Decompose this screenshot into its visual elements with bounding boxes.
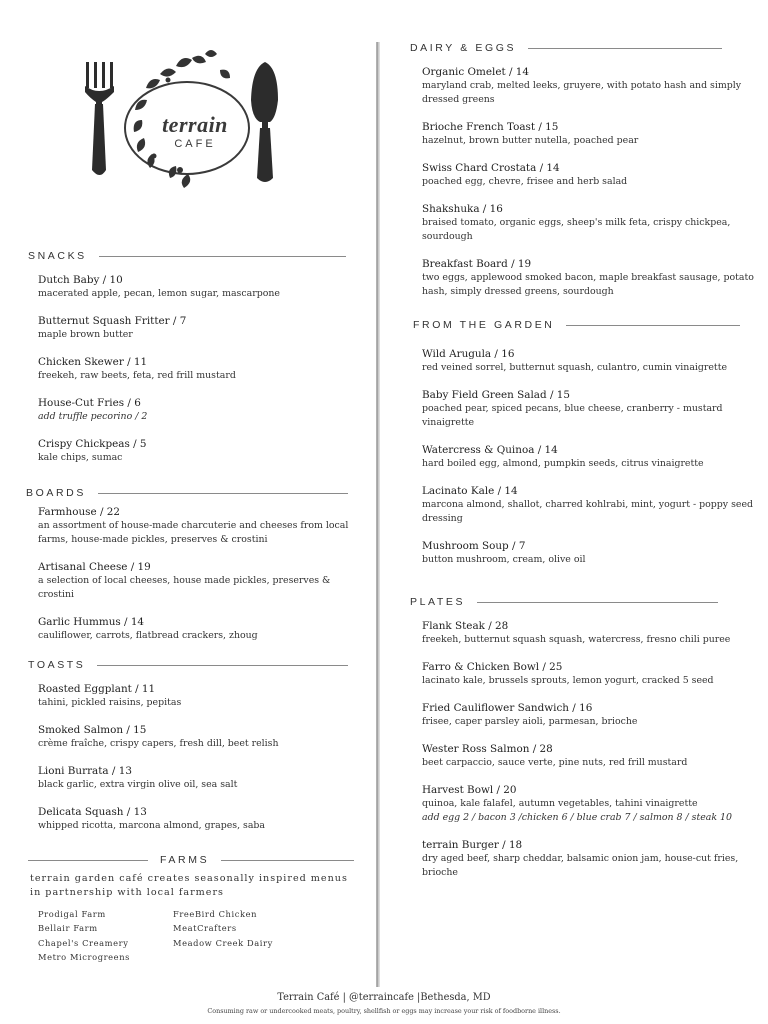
section-rule [221, 860, 354, 861]
item-name: Shakshuka / 16 [422, 203, 503, 215]
menu-item [38, 314, 358, 342]
section-rule-left [28, 860, 148, 861]
item-name: House-Cut Fries / 6 [38, 397, 141, 409]
item-desc: a selection of local cheeses, house made pickles, preserves & crostini [38, 575, 331, 600]
farm-list-col2 [173, 907, 273, 950]
farms-intro: terrain garden café creates seasonally inspired menus in partnership with local farmers [30, 873, 348, 898]
item-desc: poached pear, spiced pecans, blue cheese, cranberry - mustard vinaigrette [422, 403, 723, 428]
column-divider [376, 42, 380, 987]
item-desc: lacinato kale, brussels sprouts, lemon yogurt, cracked 5 seed [422, 675, 714, 686]
menu-item [422, 619, 757, 647]
item-desc: whipped ricotta, marcona almond, grapes, saba [38, 820, 266, 831]
dairy-items [422, 65, 757, 312]
section-rule [97, 665, 348, 666]
menu-item [422, 120, 757, 148]
section-title: FARMS [160, 854, 210, 866]
item-name: Dutch Baby / 10 [38, 274, 123, 286]
item-desc: marcona almond, shallot, charred kohlrabi, mint, yogurt - poppy seed dressing [422, 499, 753, 524]
item-name: Organic Omelet / 14 [422, 66, 529, 78]
logo-wordmark: terrain [162, 112, 228, 137]
item-name: Artisanal Cheese / 19 [38, 561, 151, 573]
item-desc: frisee, caper parsley aioli, parmesan, brioche [422, 716, 638, 727]
section-header-dairy-eggs [410, 41, 722, 55]
menu-item [38, 764, 363, 792]
item-desc: black garlic, extra virgin olive oil, sea salt [38, 779, 238, 790]
item-name: Breakfast Board / 19 [422, 258, 532, 270]
item-desc: two eggs, applewood smoked bacon, maple breakfast sausage, potato hash, simply dressed greens, sourdough [422, 272, 754, 297]
farm-name: Prodigal Farm [38, 909, 106, 919]
footer-disclaimer: Consuming raw or undercooked meats, poultry, shellfish or eggs may increase your risk of foodborne illness. [207, 1007, 561, 1015]
item-desc: button mushroom, cream, olive oil [422, 554, 586, 565]
section-header-toasts [28, 658, 348, 672]
menu-item [422, 161, 757, 189]
menu-item [38, 396, 358, 424]
farm-name: FreeBird Chicken [173, 909, 258, 919]
item-name: Swiss Chard Crostata / 14 [422, 162, 560, 174]
item-desc: crème fraîche, crispy capers, fresh dill, beet relish [38, 738, 279, 749]
garden-items [422, 347, 757, 580]
menu-item [38, 437, 358, 465]
menu-item [422, 65, 757, 107]
item-name: Butternut Squash Fritter / 7 [38, 315, 187, 327]
menu-item [38, 505, 363, 547]
farm-name: Metro Microgreens [38, 951, 130, 962]
item-addons: add egg 2 / bacon 3 /chicken 6 / blue crab 7 / salmon 8 / steak 10 [422, 812, 732, 823]
toasts-items [38, 682, 363, 846]
item-name: Watercress & Quinoa / 14 [422, 444, 558, 456]
item-name: Farmhouse / 22 [38, 506, 120, 518]
section-header-snacks [28, 249, 346, 263]
item-desc: beet carpaccio, sauce verte, pine nuts, red frill mustard [422, 757, 688, 768]
item-name: Lacinato Kale / 14 [422, 485, 518, 497]
farm-name: Meadow Creek Dairy [173, 937, 273, 948]
menu-item [422, 484, 757, 526]
plates-items [422, 619, 757, 893]
item-desc: cauliflower, carrots, flatbread crackers, zhoug [38, 630, 258, 641]
item-desc: maryland crab, melted leeks, gruyere, with potato hash and simply dressed greens [422, 80, 742, 105]
section-title: SNACKS [28, 250, 87, 262]
item-desc: maple brown butter [38, 329, 133, 340]
section-rule [99, 256, 346, 257]
item-desc: an assortment of house-made charcuterie and cheeses from local farms, house-made pickles, preserves & crostini [38, 520, 349, 545]
item-name: Garlic Hummus / 14 [38, 616, 145, 628]
item-name: Harvest Bowl / 20 [422, 784, 517, 796]
menu-item [422, 701, 757, 729]
section-header-garden [413, 318, 740, 332]
item-name: Flank Steak / 28 [422, 620, 509, 632]
menu-item [422, 783, 757, 825]
item-name: Crispy Chickpeas / 5 [38, 438, 147, 450]
menu-item [422, 742, 757, 770]
section-rule [98, 493, 348, 494]
section-title: TOASTS [28, 659, 86, 671]
menu-item [422, 202, 757, 244]
item-desc: freekeh, butternut squash squash, watercress, fresno chili puree [422, 634, 731, 645]
item-desc: braised tomato, organic eggs, sheep's milk feta, crispy chickpea, sourdough [422, 217, 731, 242]
section-title: BOARDS [26, 487, 86, 499]
menu-item [38, 355, 358, 383]
menu-item [422, 257, 757, 299]
terrain-cafe-logo [80, 40, 295, 195]
menu-item [422, 347, 757, 375]
footer-contact: Terrain Café | @terraincafe |Bethesda, MD [277, 992, 491, 1003]
item-name: Lioni Burrata / 13 [38, 765, 132, 777]
item-desc: poached egg, chevre, frisee and herb salad [422, 176, 628, 187]
section-header-boards [26, 486, 348, 500]
farm-name: Chapel's Creamery [38, 937, 129, 948]
item-name: Delicata Squash / 13 [38, 806, 147, 818]
menu-item [38, 560, 363, 602]
logo-subtitle: CAFE [174, 138, 216, 150]
section-title: DAIRY & EGGS [410, 42, 517, 54]
item-desc: dry aged beef, sharp cheddar, balsamic onion jam, house-cut fries, brioche [422, 853, 739, 878]
menu-item [422, 838, 757, 880]
item-name: Fried Cauliflower Sandwich / 16 [422, 702, 593, 714]
item-name: Smoked Salmon / 15 [38, 724, 147, 736]
boards-items [38, 505, 363, 656]
farm-list-col1 [38, 907, 130, 964]
menu-item [422, 539, 757, 567]
menu-item [38, 615, 363, 643]
section-rule [566, 325, 740, 326]
item-name: Brioche French Toast / 15 [422, 121, 559, 133]
item-name: Wester Ross Salmon / 28 [422, 743, 553, 755]
item-name: terrain Burger / 18 [422, 839, 523, 851]
menu-item [38, 805, 363, 833]
item-name: Wild Arugula / 16 [422, 348, 515, 360]
item-name: Farro & Chicken Bowl / 25 [422, 661, 563, 673]
item-desc: add truffle pecorino / 2 [38, 411, 148, 422]
item-name: Chicken Skewer / 11 [38, 356, 148, 368]
item-desc: freekeh, raw beets, feta, red frill mustard [38, 370, 236, 381]
snacks-items [38, 273, 358, 478]
item-name: Roasted Eggplant / 11 [38, 683, 156, 695]
farm-name: MeatCrafters [173, 923, 237, 934]
section-rule [477, 602, 718, 603]
section-title: PLATES [410, 596, 466, 608]
farm-name: Bellair Farm [38, 923, 98, 934]
item-name: Mushroom Soup / 7 [422, 540, 526, 552]
menu-item [422, 388, 757, 430]
item-desc: quinoa, kale falafel, autumn vegetables, tahini vinaigrette [422, 798, 698, 809]
item-desc: red veined sorrel, butternut squash, culantro, cumin vinaigrette [422, 362, 728, 373]
menu-item [422, 443, 757, 471]
item-desc: hard boiled egg, almond, pumpkin seeds, citrus vinaigrette [422, 458, 704, 469]
menu-item [38, 723, 363, 751]
item-name: Baby Field Green Salad / 15 [422, 389, 570, 401]
menu-item [38, 682, 363, 710]
item-desc: hazelnut, brown butter nutella, poached pear [422, 135, 639, 146]
menu-item [422, 660, 757, 688]
item-desc: macerated apple, pecan, lemon sugar, mascarpone [38, 288, 280, 299]
section-header-farms [28, 853, 354, 867]
section-title: FROM THE GARDEN [413, 319, 555, 331]
menu-item [38, 273, 358, 301]
section-rule [528, 48, 722, 49]
section-header-plates [410, 595, 718, 609]
item-desc: tahini, pickled raisins, pepitas [38, 697, 182, 708]
item-desc: kale chips, sumac [38, 452, 123, 463]
